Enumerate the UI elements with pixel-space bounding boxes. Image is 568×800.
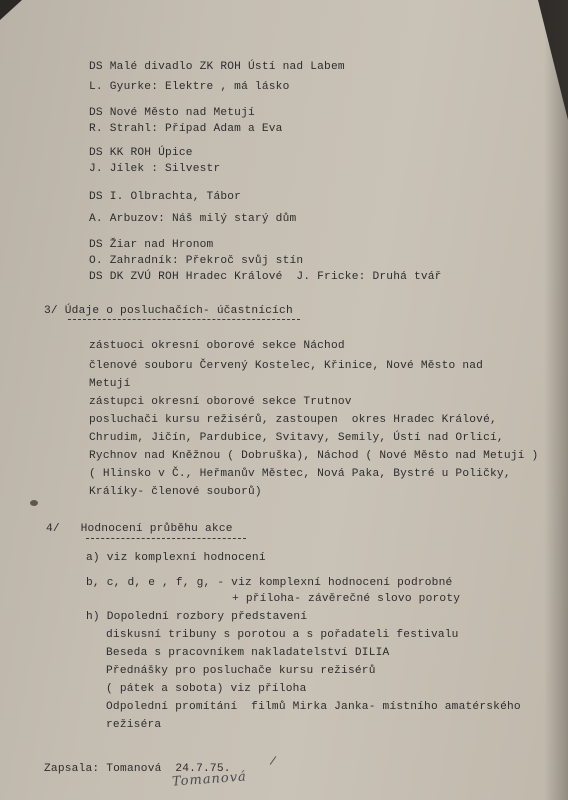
text-line: Beseda s pracovníkem nakladatelství DILIA xyxy=(106,647,390,659)
text-line: R. Strahl: Případ Adam a Eva xyxy=(89,123,283,135)
text-line: DS Žiar nad Hronom xyxy=(89,239,214,251)
text-line: Odpolední promítání filmů Mirka Janka- místního amatérského xyxy=(106,701,521,713)
text-line: DS Nové Město nad Metují xyxy=(89,107,255,119)
punch-hole xyxy=(30,500,38,506)
text-line: Králíky- členové souborů) xyxy=(89,486,262,498)
text-line: DS KK ROH Úpice xyxy=(89,147,193,159)
text-line: Rychnov nad Kněžnou ( Dobruška), Náchod ( Nové Město nad Metují ) xyxy=(89,450,539,462)
text-line: A. Arbuzov: Náš milý starý dům xyxy=(89,213,297,225)
text-line: ( Hlinsko v Č., Heřmanův Městec, Nová Paka, Bystré u Poličky, xyxy=(89,468,511,480)
text-line: DS DK ZVÚ ROH Hradec Králové J. Fricke: Druhá tvář xyxy=(89,271,442,283)
text-line: b, c, d, e , f, g, - viz komplexní hodnocení podrobné xyxy=(86,577,453,589)
text-line: h) Dopolední rozbory představení xyxy=(86,611,308,623)
text-line: O. Zahradník: Překroč svůj stín xyxy=(89,255,304,267)
text-line: DS I. Olbrachta, Tábor xyxy=(89,191,242,203)
text-line: Metují xyxy=(89,378,131,390)
text-line: + příloha- závěrečné slovo poroty xyxy=(232,593,461,605)
text-line: diskusní tribuny s porotou a s pořadateli festivalu xyxy=(106,629,459,641)
text-line: režiséra xyxy=(106,719,162,731)
recorded-by-line: Zapsala: Tomanová 24.7.75. xyxy=(44,763,231,775)
text-line: J. Jílek : Silvestr xyxy=(89,163,221,175)
page-corner xyxy=(0,0,22,20)
text-line: DS Malé divadlo ZK ROH Ústí nad Labem xyxy=(89,61,345,73)
text-line: a) viz komplexní hodnocení xyxy=(86,552,266,564)
text-line: členové souboru Červený Kostelec, Křinice, Nové Město nad xyxy=(89,360,484,372)
pen-mark xyxy=(270,756,277,765)
text-line: L. Gyurke: Elektre , má lásko xyxy=(89,81,290,93)
handwritten-signature: Tomanová xyxy=(171,769,248,790)
text-line: posluchači kursu režisérů, zastoupen okres Hradec Králové, xyxy=(89,414,497,426)
text-line: Chrudim, Jičín, Pardubice, Svitavy, Semily, Ústí nad Orlicí, xyxy=(89,432,504,444)
heading-underline xyxy=(68,319,300,320)
section-heading: 4/ Hodnocení průběhu akce xyxy=(46,523,233,535)
text-line: zástuoci okresní oborové sekce Náchod xyxy=(89,340,345,352)
text-line: zástupci okresní oborové sekce Trutnov xyxy=(89,396,352,408)
section-heading: 3/ Údaje o posluchačích- účastnících xyxy=(44,305,293,317)
heading-underline xyxy=(86,538,246,539)
page-edge-gradient xyxy=(544,0,568,800)
text-line: Přednášky pro posluchače kursu režisérů xyxy=(106,665,376,677)
text-line: ( pátek a sobota) viz příloha xyxy=(106,683,307,695)
